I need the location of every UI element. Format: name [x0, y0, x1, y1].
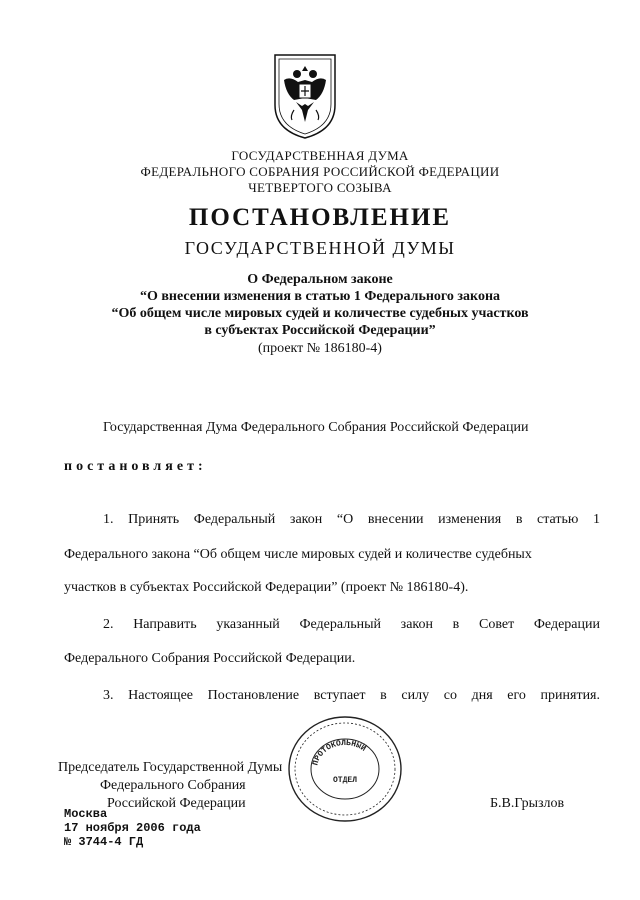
subject-line-3: “Об общем числе мировых судей и количестве судебных участков	[111, 306, 529, 321]
document-title: ПОСТАНОВЛЕНИЕ	[188, 204, 452, 231]
signature-title-2: Федерального Собрания	[100, 778, 246, 793]
subject-line-1: О Федеральном законе	[247, 272, 393, 287]
footer-date: 17 ноября 2006 года	[64, 821, 201, 835]
item-1-line-3: участков в субъектах Российской Федерации” (проект № 186180-4).	[64, 580, 469, 595]
item-2-line-1: 2. Направить указанный Федеральный закон в Совет Федерации	[103, 617, 600, 632]
item-1-line-1: 1. Принять Федеральный закон “О внесении изменения в статью 1	[103, 512, 600, 527]
intro-text: Государственная Дума Федерального Собрания Российской Федерации	[103, 420, 529, 435]
protocol-department-stamp	[285, 714, 405, 824]
coat-of-arms-emblem	[270, 50, 340, 140]
subject-line-2: “О внесении изменения в статью 1 Федерального закона	[139, 289, 501, 304]
signature-title-1: Председатель Государственной Думы	[58, 760, 283, 775]
project-number: (проект № 186180-4)	[258, 341, 382, 356]
signatory-name: Б.В.Грызлов	[490, 796, 565, 811]
resolves-text: постановляет:	[64, 459, 207, 474]
org-line-1: ГОСУДАРСТВЕННАЯ ДУМА	[231, 148, 409, 163]
svg-text:ОТДЕЛ: ОТДЕЛ	[332, 776, 358, 785]
item-1-line-2: Федерального закона “Об общем числе мировых судей и количестве судебных	[64, 547, 532, 562]
org-line-3: ЧЕТВЕРТОГО СОЗЫВА	[248, 180, 392, 195]
document-subtitle: ГОСУДАРСТВЕННОЙ ДУМЫ	[184, 238, 456, 258]
signature-title-3: Российской Федерации	[107, 796, 246, 811]
footer-city: Москва	[64, 807, 108, 821]
footer-number: № 3744-4 ГД	[64, 835, 144, 849]
svg-text:ПРОТОКОЛЬНЫЙ: ПРОТОКОЛЬНЫЙ	[311, 738, 368, 767]
org-line-2: ФЕДЕРАЛЬНОГО СОБРАНИЯ РОССИЙСКОЙ ФЕДЕРАЦИИ	[140, 164, 500, 179]
item-3: 3. Настоящее Постановление вступает в силу со дня его принятия.	[103, 688, 600, 703]
item-2-line-2: Федерального Собрания Российской Федерации.	[64, 651, 356, 666]
subject-line-4: в субъектах Российской Федерации”	[204, 323, 436, 338]
